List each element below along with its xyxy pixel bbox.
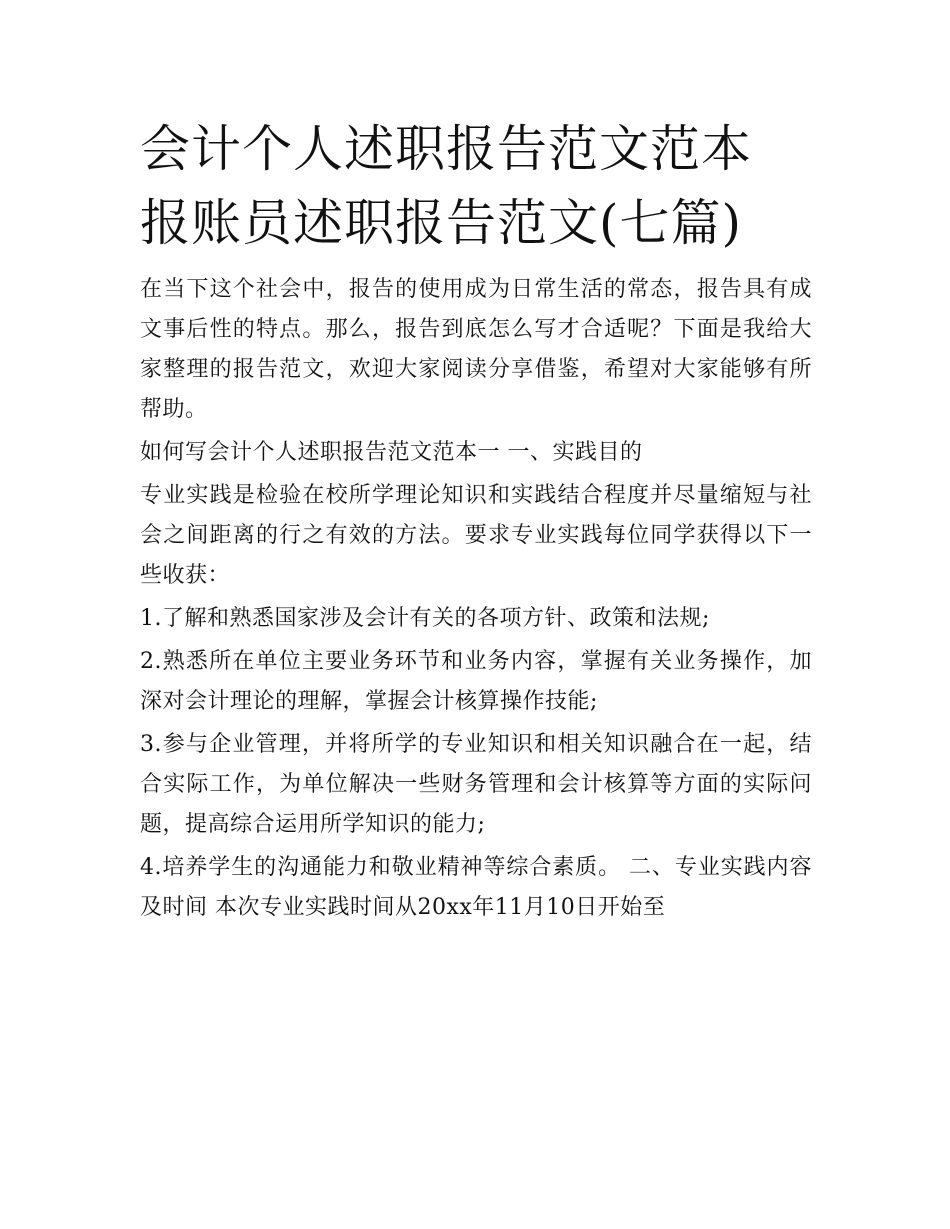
document-page	[140, 112, 812, 931]
section-heading: 如何写会计个人述职报告范文范本一 一、实践目的	[140, 440, 643, 465]
list-item-2: 2.熟悉所在单位主要业务环节和业务内容，掌握有关业务操作，加深对会计理论的理解，掌握会计核算操作技能;	[140, 649, 812, 714]
body-paragraph: 专业实践是检验在校所学理论知识和实践结合程度并尽量缩短与社会之间距离的行之有效的方法。要求专业实践每位同学获得以下一些收获：	[140, 483, 812, 588]
document-title: 会计个人述职报告范文范本 报账员述职报告范文(七篇)	[140, 120, 752, 252]
list-item-1: 1.了解和熟悉国家涉及会计有关的各项方针、政策和法规;	[140, 606, 710, 631]
list-item-4: 4.培养学生的沟通能力和敬业精神等综合素质。 二、专业实践内容及时间 本次专业实践时间从20xx年11月10日开始至	[140, 855, 812, 920]
intro-paragraph: 在当下这个社会中，报告的使用成为日常生活的常态，报告具有成文事后性的特点。那么，报告到底怎么写才合适呢？下面是我给大家整理的报告范文，欢迎大家阅读分享借鉴，希望对大家能够有所帮助。	[140, 277, 812, 422]
list-item-3: 3.参与企业管理，并将所学的专业知识和相关知识融合在一起，结合实际工作，为单位解决一些财务管理和会计核算等方面的实际问题，提高综合运用所学知识的能力;	[140, 732, 812, 837]
